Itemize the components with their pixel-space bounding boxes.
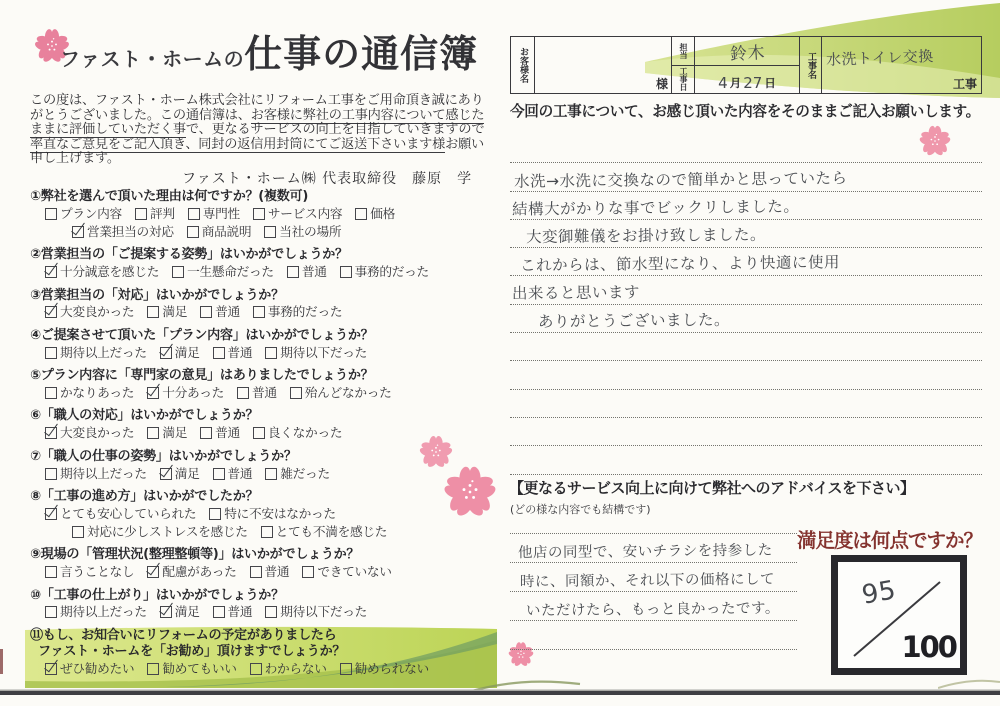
checkbox-unchecked: [213, 468, 225, 480]
option-item: [253, 304, 342, 320]
option-label: 期待以上だった: [60, 344, 147, 360]
question-item: [30, 547, 498, 581]
option-label: わからない: [264, 660, 327, 676]
option-label: 十分誠意を感じた: [60, 264, 160, 280]
option-item: [265, 345, 367, 361]
question-title: ①弊社を選んで頂いた理由は何ですか？(複数可): [30, 189, 309, 204]
ruled-line: [510, 248, 982, 276]
score-max: 100: [901, 630, 956, 664]
ruled-line: [510, 592, 797, 621]
option-item: [340, 661, 429, 677]
option-label: サービス内容: [267, 205, 343, 221]
option-label: 事務的だった: [354, 264, 429, 280]
checkbox-unchecked: [45, 387, 57, 399]
title-main: 仕事の通信簿: [244, 32, 479, 76]
checkbox-unchecked: [253, 427, 265, 439]
comment-prompt: 今回の工事について、お感じ頂いた内容をそのままご記入お願いします。: [510, 103, 980, 120]
option-item: [45, 604, 147, 620]
ruled-line: [510, 621, 797, 650]
intro-seg: で、更なるサービスの向上を目指していきますので: [185, 122, 485, 138]
checkbox-unchecked: [261, 526, 273, 538]
advice-subnote: (どの様な内容でも結構です): [510, 503, 651, 516]
option-label: 普通: [215, 425, 240, 441]
ruled-line: [510, 163, 982, 191]
score-value-handwritten: 95: [859, 575, 899, 611]
option-item: [265, 466, 330, 482]
checkbox-unchecked: [253, 306, 265, 318]
checkbox-unchecked: [147, 306, 159, 318]
question-title: ⑥「職人の対応」はいかがでしょうか？: [30, 408, 259, 424]
staff-date-value-cell: [694, 37, 799, 93]
option-line: [30, 661, 498, 678]
option-line: [30, 304, 498, 321]
advice-heading: 【更なるサービス向上に向けて弊社へのアドバイスを下さい】: [509, 479, 915, 497]
intro-seg: この度は、ファスト・ホーム株式会社にリフォーム工事をご用命頂き誠にありがとうございました。この通信簿は、: [30, 93, 484, 123]
intro-seg: お願い申し上げます。: [30, 136, 485, 167]
handwritten-comment: 結構大がかりな事でビックリしました。: [511, 197, 800, 219]
question-title: ④ご提案させて頂いた「プラン内容」はいかがでしょうか？: [30, 327, 374, 343]
question-title-line2: ファスト・ホームを「お勧め」頂けますでしょうか？: [38, 643, 346, 659]
option-item: [261, 524, 388, 540]
option-item: [213, 604, 253, 620]
date-day-handwritten: 27: [743, 74, 763, 92]
questions-list: [30, 189, 498, 684]
option-label: 特に不安はなかった: [224, 505, 336, 521]
option-label: 普通: [301, 264, 327, 280]
intro-seg-underlined: お客様に弊社の工事内容について感じたままに評価していただく事: [30, 107, 485, 138]
option-label: ぜひ勧めたい: [60, 660, 135, 676]
option-item: [45, 564, 134, 580]
option-label: 普通: [215, 304, 240, 320]
ruled-line: [510, 361, 982, 389]
advice-lines-area: [510, 505, 797, 650]
option-label: 満足: [162, 425, 188, 441]
option-label: 期待以上だった: [60, 604, 147, 620]
intro-seg-underlined: 率直なご意見をご記入頂き、同封の返信用封筒にてご返送下さいます様: [30, 136, 446, 152]
checkbox-checked: [45, 508, 57, 520]
option-label: 満足: [174, 344, 200, 360]
checkbox-checked: [45, 663, 57, 675]
question-item: [30, 449, 498, 483]
ruled-line: [510, 305, 982, 333]
ruled-line: [510, 220, 982, 248]
question-item: [30, 588, 498, 622]
option-label: 期待以下だった: [280, 344, 367, 360]
option-item: [160, 604, 200, 620]
option-item: [213, 345, 253, 361]
checkbox-unchecked: [45, 208, 57, 220]
checkbox-unchecked: [290, 387, 302, 399]
option-item: [147, 425, 187, 441]
option-label: できていない: [317, 564, 392, 580]
option-item: [135, 206, 175, 222]
option-item: [45, 345, 147, 361]
date-month-handwritten: 4: [718, 74, 728, 92]
checkbox-unchecked: [200, 306, 212, 318]
option-item: [147, 564, 236, 580]
checkbox-unchecked: [302, 566, 314, 578]
option-item: [188, 206, 240, 222]
option-item: [200, 425, 240, 441]
checkbox-unchecked: [45, 566, 57, 578]
option-line: [30, 264, 498, 281]
option-line: [30, 345, 498, 362]
option-item: [45, 206, 122, 222]
option-item: [290, 385, 392, 401]
checkbox-checked: [45, 266, 57, 278]
option-label: 一生懸命だった: [187, 264, 274, 280]
customer-name-label: お客様名: [518, 47, 528, 83]
option-label: 普通: [227, 604, 253, 620]
option-item: [45, 385, 134, 401]
option-label: 期待以下だった: [280, 604, 367, 620]
question-item: [30, 628, 498, 678]
handwritten-comment: 大変御難儀をお掛け致しました。: [525, 225, 767, 247]
option-label: 雑だった: [280, 465, 330, 481]
work-info-table: [510, 36, 982, 94]
handwritten-comment: 出来ると思います: [511, 283, 641, 303]
option-label: 事務的だった: [267, 304, 343, 320]
question-item: [30, 489, 498, 541]
checkbox-unchecked: [213, 347, 225, 359]
checkbox-unchecked: [213, 606, 225, 618]
option-item: [250, 564, 290, 580]
option-item: [213, 466, 253, 482]
checkbox-unchecked: [200, 427, 212, 439]
work-name-cell: [821, 37, 981, 93]
question-item: [30, 189, 498, 241]
checkbox-unchecked: [188, 208, 200, 220]
option-label: 営業担当の対応: [87, 223, 174, 239]
option-label: 配慮があった: [162, 564, 237, 580]
customer-suffix: 様: [655, 77, 668, 91]
checkbox-unchecked: [187, 226, 199, 238]
checkbox-unchecked: [250, 566, 262, 578]
question-item: [30, 288, 498, 322]
question-title: ⑪もし、お知合いにリフォームの予定がありましたら: [30, 627, 337, 643]
checkbox-unchecked: [45, 468, 57, 480]
checkbox-unchecked: [147, 427, 159, 439]
option-label: とても安心していられた: [60, 505, 197, 521]
option-label: 勧めてもいい: [162, 660, 237, 676]
option-item: [340, 264, 429, 280]
checkbox-unchecked: [72, 526, 84, 538]
option-label: 普通: [252, 384, 277, 400]
checkbox-checked: [45, 306, 57, 318]
checkbox-unchecked: [355, 208, 367, 220]
comment-lines-area: [510, 135, 982, 475]
ruled-line: [510, 418, 982, 446]
day-unit: 日: [764, 76, 776, 90]
ruled-line: [510, 390, 982, 418]
question-title: ②営業担当の「ご提案する姿勢」はいかがでしょうか？: [30, 247, 348, 263]
ruled-line: [510, 563, 797, 592]
option-item: [160, 466, 200, 482]
work-suffix: 工事: [952, 77, 977, 91]
customer-name-cell: [534, 37, 671, 93]
ruled-line: [510, 505, 797, 534]
handwritten-advice: 他店の同型で、安いチラシを持参した: [517, 542, 773, 562]
option-item: [200, 304, 240, 320]
handwritten-advice: いただけたら、もっと良かったです。: [525, 600, 780, 620]
option-line: [30, 604, 498, 621]
option-line: [30, 385, 498, 402]
option-item: [147, 661, 236, 677]
staff-name-handwritten: 鈴木: [729, 42, 766, 65]
checkbox-unchecked: [172, 266, 184, 278]
option-label: 評判: [149, 205, 175, 221]
checkbox-checked: [147, 566, 159, 578]
option-label: 殆んどなかった: [304, 384, 392, 400]
checkbox-unchecked: [209, 508, 221, 520]
work-date-label: 工事日: [679, 67, 688, 92]
option-item: [147, 385, 224, 401]
option-label: 十分あった: [162, 384, 225, 400]
option-line: [30, 506, 498, 523]
option-item: [287, 264, 327, 280]
signature-line: ファスト・ホーム㈱ 代表取締役 藤原 学: [182, 171, 473, 187]
option-label: 満足: [162, 304, 188, 320]
option-label: プラン内容: [60, 205, 122, 221]
checkbox-unchecked: [147, 663, 159, 675]
ruled-line: [510, 135, 982, 163]
option-label: 大変良かった: [60, 304, 135, 320]
checkbox-unchecked: [237, 387, 249, 399]
page-title: [60, 33, 478, 77]
title-company-prefix: ファスト・ホームの: [60, 46, 245, 71]
option-label: 価格: [370, 205, 395, 221]
checkbox-unchecked: [265, 347, 277, 359]
bottom-rule: [0, 691, 1000, 695]
satisfaction-score-label: 満足度は何点ですか？: [797, 529, 983, 552]
question-title: ⑨現場の「管理状況(整理整頓等)」はいかがでしょうか？: [30, 547, 360, 563]
option-item: [237, 385, 277, 401]
option-label: 商品説明: [201, 223, 252, 239]
checkbox-unchecked: [264, 226, 276, 238]
handwritten-advice: 時に、同額か、それ以下の価格にして: [519, 571, 776, 591]
satisfaction-score-box: [831, 555, 967, 675]
handwritten-comment: ありがとうございました。: [537, 310, 731, 331]
option-label: 満足: [174, 465, 200, 481]
checkbox-checked: [160, 347, 172, 359]
option-label: 満足: [174, 604, 200, 620]
option-item: [45, 466, 147, 482]
option-item: [265, 604, 367, 620]
option-line: [30, 224, 498, 241]
option-item: [45, 264, 159, 280]
question-title: ⑩「工事の仕上がり」はいかがでしょうか？: [30, 587, 284, 603]
option-label: 期待以上だった: [60, 465, 147, 481]
staff-date-label-cell: [671, 37, 694, 93]
option-label: 良くなかった: [267, 425, 343, 441]
option-label: かなりあった: [60, 384, 135, 400]
option-item: [264, 224, 341, 240]
work-date-value: [718, 74, 776, 92]
scan-edge-mark: [0, 649, 3, 674]
option-label: 大変良かった: [60, 425, 135, 441]
option-label: 言うことなし: [60, 564, 135, 580]
work-name-label-cell: [799, 37, 821, 93]
handwritten-comment: 水洗→水洗に交換なので簡単かと思っていたら: [513, 168, 848, 191]
option-line: [30, 425, 498, 442]
intro-paragraph: [30, 94, 494, 167]
checkbox-unchecked: [45, 606, 57, 618]
option-item: [45, 425, 134, 441]
checkbox-unchecked: [135, 208, 147, 220]
checkbox-unchecked: [45, 347, 57, 359]
option-item: [302, 564, 391, 580]
option-line: [30, 524, 498, 541]
checkbox-checked: [147, 387, 159, 399]
option-label: 専門性: [202, 205, 240, 221]
ruled-line: [510, 333, 982, 361]
checkbox-checked: [160, 606, 172, 618]
option-item: [45, 661, 134, 677]
option-item: [172, 264, 274, 280]
option-label: 普通: [264, 564, 290, 580]
question-item: [30, 368, 498, 402]
option-label: 勧められない: [354, 660, 429, 676]
checkbox-unchecked: [265, 468, 277, 480]
option-item: [45, 304, 134, 320]
option-item: [160, 345, 200, 361]
question-item: [30, 247, 498, 281]
question-title: ③営業担当の「対応」はいかがでしょうか？: [30, 287, 284, 303]
option-label: 普通: [227, 344, 253, 360]
checkbox-checked: [72, 226, 84, 238]
question-title: ⑤プラン内容に「専門家の意見」はありましたでしょうか？: [30, 368, 374, 384]
customer-name-label-cell: [511, 37, 534, 93]
month-unit: 月: [729, 76, 742, 90]
option-item: [45, 506, 196, 522]
checkbox-unchecked: [253, 208, 265, 220]
option-label: とても不満を感じた: [275, 523, 388, 539]
option-label: 普通: [227, 465, 253, 481]
work-name-handwritten: 水洗トイレ交換: [825, 47, 935, 69]
option-item: [253, 206, 342, 222]
checkbox-unchecked: [340, 266, 352, 278]
option-item: [72, 524, 248, 540]
staff-label: 担当: [679, 42, 688, 59]
option-label: 当社の場所: [279, 223, 342, 239]
ruled-line: [510, 276, 982, 304]
option-line: [30, 206, 498, 223]
checkbox-checked: [45, 427, 57, 439]
ruled-line: [510, 192, 982, 220]
option-item: [253, 425, 342, 441]
handwritten-comment: これからは、節水型になり、より快適に使用: [519, 253, 841, 276]
checkbox-checked: [160, 468, 172, 480]
ruled-line: [510, 446, 982, 474]
option-item: [187, 224, 252, 240]
swoosh-tail-right: [938, 676, 1000, 692]
option-item: [209, 506, 336, 522]
question-item: [30, 328, 498, 362]
option-item: [147, 304, 187, 320]
option-item: [250, 661, 327, 677]
question-title: ⑧「工事の進め方」はいかがでしたか？: [30, 489, 259, 505]
ruled-line: [510, 534, 797, 563]
work-name-label: 工事名: [806, 51, 816, 79]
option-line: [30, 466, 498, 483]
checkbox-unchecked: [250, 663, 262, 675]
option-item: [72, 224, 174, 240]
checkbox-unchecked: [287, 266, 299, 278]
checkbox-unchecked: [265, 606, 277, 618]
question-title: ⑦「職人の仕事の姿勢」はいかがでしょうか？: [30, 448, 297, 464]
option-item: [355, 206, 395, 222]
question-item: [30, 408, 498, 442]
option-line: [30, 564, 498, 581]
option-label: 対応に少しストレスを感じた: [87, 523, 248, 539]
checkbox-unchecked: [340, 663, 352, 675]
